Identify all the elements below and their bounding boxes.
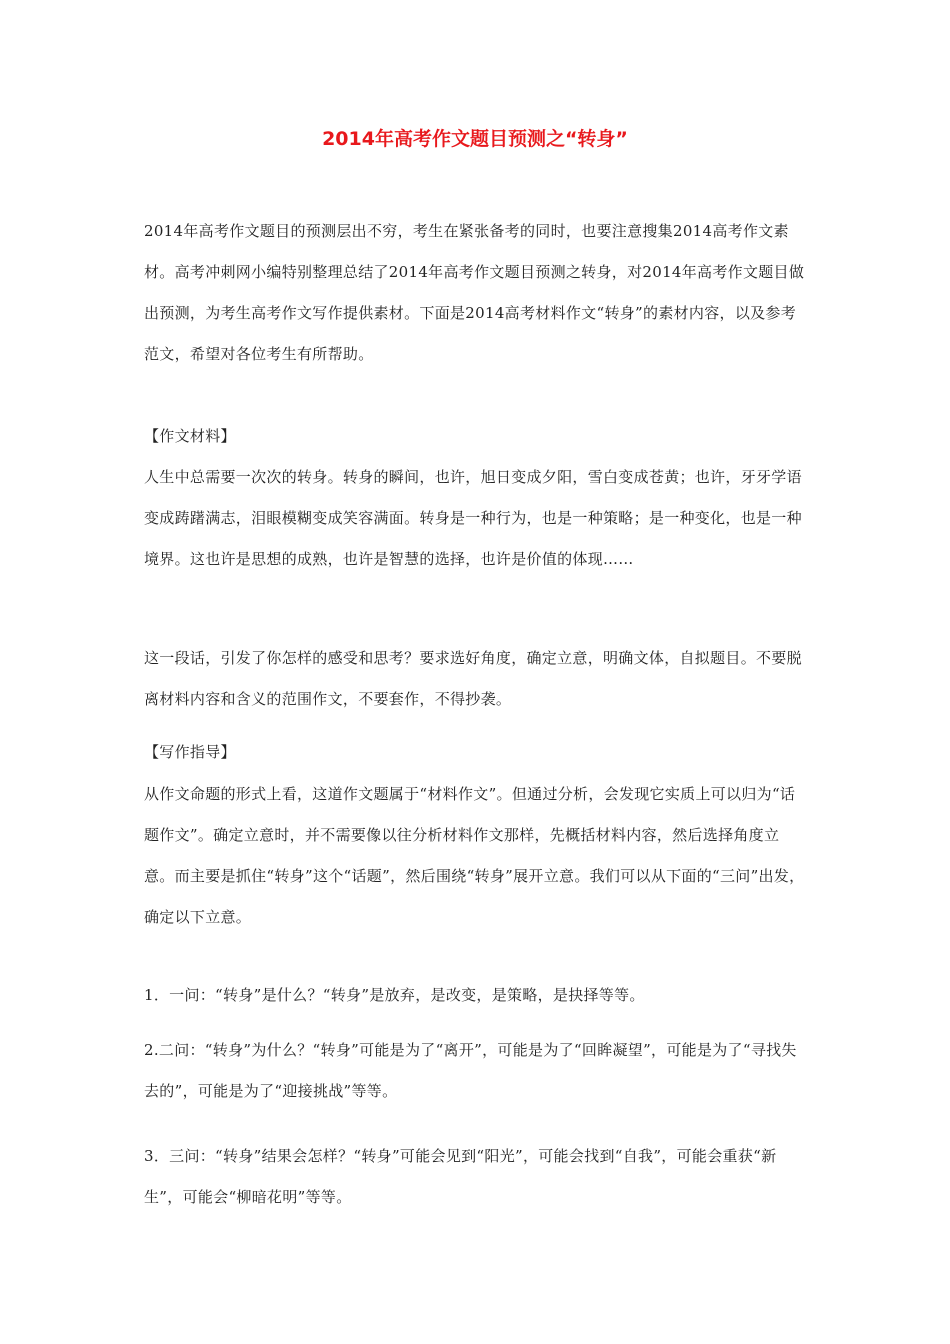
section-heading-material: 【作文材料】: [144, 427, 236, 445]
intro-paragraph: 2014年高考作文题目的预测层出不穷，考生在紧张备考的同时，也要注意搜集2014高考作文素材。高考冲刺网小编特别整理总结了2014年高考作文题目预测之转身，对2014年高考作文题目做出预测，为考生高考作文写作提供素材。下面是2014高考材料作文“转身”的素材内容，以及参考范文，希望对各位考生有所帮助。: [144, 222, 805, 363]
requirement-paragraph: 这一段话，引发了你怎样的感受和思考？要求选好角度，确定立意，明确文体，自拟题目。不要脱离材料内容和含义的范围作文，不要套作，不得抄袭。: [144, 649, 802, 708]
guidance-paragraph: 从作文命题的形式上看，这道作文题属于“材料作文”。但通过分析，会发现它实质上可以归为“话题作文”。确定立意时，并不需要像以往分析材料作文那样，先概括材料内容，然后选择角度立意。而主要是抓住“转身”这个“话题”，然后围绕“转身”展开立意。我们可以从下面的“三问”出发，确定以下立意。: [144, 785, 805, 926]
section-heading-guidance: 【写作指导】: [144, 743, 236, 761]
document-title: 2014年高考作文题目预测之“转身”: [322, 128, 628, 150]
material-paragraph: 人生中总需要一次次的转身。转身的瞬间，也许，旭日变成夕阳，雪白变成苍黄；也许，牙牙学语变成踌躇满志，泪眼模糊变成笑容满面。转身是一种行为，也是一种策略；是一种变化，也是一种境界。这也许是思想的成熟，也许是智慧的选择，也许是价值的体现……: [144, 468, 802, 568]
list-item-question-3: 3．三问：“转身”结果会怎样？“转身”可能会见到“阳光”，可能会找到“自我”，可能会重获“新生”，可能会“柳暗花明”等等。: [144, 1147, 777, 1206]
list-item-question-2: 2.二问：“转身”为什么？“转身”可能是为了“离开”，可能是为了“回眸凝望”，可能是为了“寻找失去的”，可能是为了“迎接挑战”等等。: [144, 1041, 797, 1100]
list-item-question-1: 1．一问：“转身”是什么？“转身”是放弃，是改变，是策略，是抉择等等。: [144, 986, 645, 1004]
